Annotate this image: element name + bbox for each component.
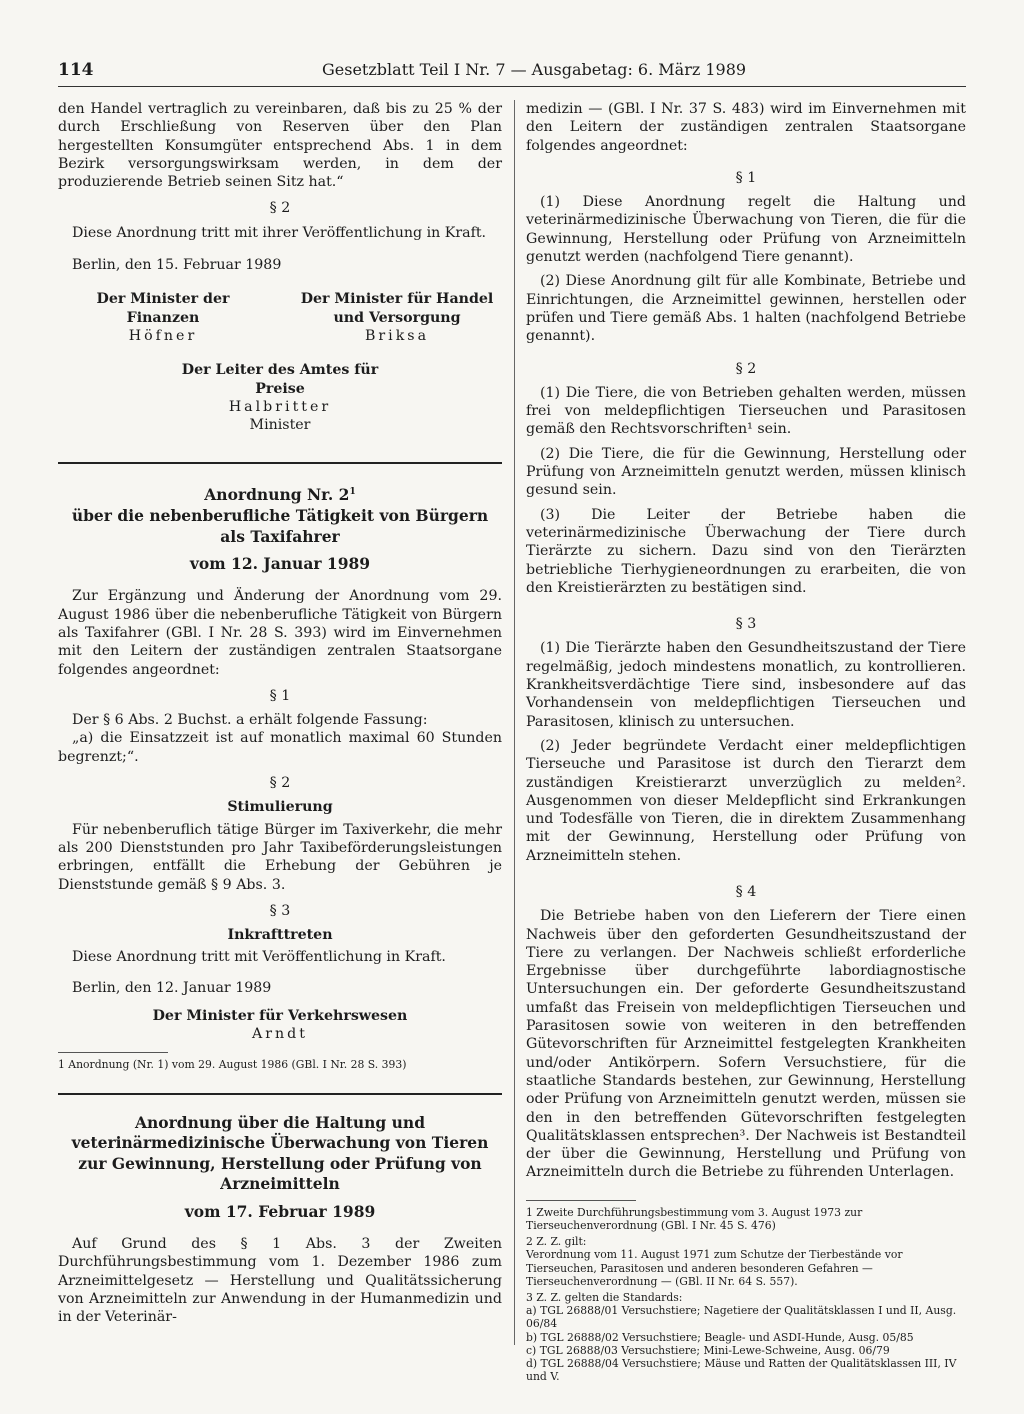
paragraph: Zur Ergänzung und Änderung der Anordnung vom 29. August 1986 über die nebenberufliche Tätigkeit von Bürgern als Taxifahrer (GBl. I Nr. 28 S. 393) wird im Einvernehmen mit den Leitern der zuständigen zentralen Staatsorgane folgendes angeordnet: bbox=[58, 588, 502, 678]
signer-name: Briksa bbox=[364, 327, 430, 344]
section-title: Inkrafttreten bbox=[227, 927, 333, 944]
paragraph: medizin — (GBl. I Nr. 37 S. 483) wird im Einvernehmen mit den Leitern der zuständigen zentralen Staatsorgane folgendes angeordnet: bbox=[526, 101, 966, 154]
signature-row bbox=[58, 290, 502, 345]
place-date: Berlin, den 15. Februar 1989 bbox=[72, 257, 282, 274]
ordinance-date: vom 17. Februar 1989 bbox=[184, 1201, 376, 1221]
paragraph: den Handel vertraglich zu vereinbaren, daß bis zu 25 % der durch Erschließung von Reserven über den Plan hergestellten Konsumgüter entsprechend Abs. 1 in dem Bezirk versorgungswirksam werden, in dem der produzierende Betrieb seinen Sitz hat.“ bbox=[58, 101, 502, 191]
paragraph: (1) Diese Anordnung regelt die Haltung und veterinärmedizinische Überwachung von Tieren, die für die Gewinnung, Herstellung oder Prüfung von Arzneimitteln genutzt werden (nachfolgend Tiere genannt). bbox=[526, 194, 966, 266]
paragraph: Diese Anordnung tritt mit ihrer Veröffentlichung in Kraft. bbox=[72, 224, 487, 241]
right-column bbox=[526, 100, 966, 1383]
ordinance-date: vom 12. Januar 1989 bbox=[189, 554, 371, 574]
footnote-item: c) TGL 26888/03 Versuchstiere; Mini-Lewe-Schweine, Ausg. 06/79 bbox=[526, 1343, 890, 1357]
signer-role: Der Leiter des Amtes für Preise bbox=[181, 362, 379, 397]
ordinance-title-text: Anordnung Nr. 2 bbox=[204, 485, 350, 505]
paragraph: Diese Anordnung tritt mit Veröffentlichung in Kraft. bbox=[72, 949, 446, 966]
footnote-ref: 1 bbox=[349, 487, 356, 498]
paragraph: Die Betriebe haben von den Lieferern der Tiere einen Nachweis über den geforderten Gesundheitszustand der Tiere zu verlangen. Der Nachweis schließt erforderliche Ergebnisse über durchgeführte labordiagnostische Untersuchungen ein. Der geforderte Gesundheitszustand umfaßt das Freisein von meldepflichtigen Tierseuchen und Parasitosen sowie von weiteren in den betreffenden Gütevorschriften für Arzneimittel festgelegten Krankheiten und/oder Antikörpern. Sofern Versuchstiere, für die staatliche Standards bestehen, zur Gewinnung, Herstellung oder Prüfung von Arzneimitteln genutzt werden, müssen sie den in den betreffenden Gütevorschriften festgelegten Qualitätsklassen entsprechen³. Der Nachweis ist Bestandteil der über die Gewinnung, Herstellung und Prüfung von Arzneimitteln durch die Betriebe zu führenden Unterlagen. bbox=[526, 908, 966, 1181]
signer-title: Minister bbox=[249, 417, 311, 434]
paragraph: (1) Die Tiere, die von Betrieben gehalten werden, müssen frei von meldepflichtigen Tierseuchen und Parasitosen gemäß den Rechtsvorschriften¹ sein. bbox=[526, 384, 966, 438]
footnote: 3 Z. Z. gelten die Standards: bbox=[526, 1290, 683, 1304]
ordinance-title bbox=[58, 482, 502, 547]
paragraph: (2) Jeder begründete Verdacht einer meldepflichtigen Tierseuche und Parasitose ist durch den Tierarzt dem zuständigen Kreistierarzt unverzüglich zu melden². Ausgenommen von dieser Meldepflicht sind Erkrankungen und Todesfälle von Tieren, die in direktem Zusammenhang mit der Gewinnung, Herstellung oder Prüfung von Arzneimitteln stehen. bbox=[526, 737, 966, 864]
footnote: 1 Anordnung (Nr. 1) vom 29. August 1986 (GBl. I Nr. 28 S. 393) bbox=[58, 1057, 407, 1071]
paragraph: (3) Die Leiter der Betriebe haben die veterinärmedizinische Überwachung der Tiere durch Tierärzte zu sichern. Dazu sind von den Tierärzten betriebliche Tierhygieneordnungen zu erarbeiten, die von den Kreistierärzten zu bestätigen sind. bbox=[526, 506, 966, 596]
footnote: 1 Zweite Durchführungsbestimmung vom 3. August 1973 zur Tierseuchenverordnung (GBl. I Nr. 45 S. 476) bbox=[526, 1205, 863, 1232]
gazette-title: Gesetzblatt Teil I Nr. 7 — Ausgabetag: 6. März 1989 bbox=[322, 60, 747, 79]
paragraph: Der § 6 Abs. 2 Buchst. a erhält folgende Fassung: bbox=[72, 712, 428, 729]
signature-block bbox=[130, 1007, 430, 1044]
section-heading: § 1 bbox=[735, 169, 757, 186]
signature-block bbox=[58, 290, 268, 345]
section-rule bbox=[58, 462, 502, 464]
signer-role: Der Minister für Handel und Versorgung bbox=[300, 291, 494, 326]
footnote-item: d) TGL 26888/04 Versuchstiere; Mäuse und Ratten der Qualitätsklassen III, IV und V. bbox=[526, 1356, 957, 1384]
signer-role: Der Minister für Verkehrswesen bbox=[152, 1008, 408, 1025]
paragraph: Auf Grund des § 1 Abs. 3 der Zweiten Durchführungsbestimmung vom 1. Dezember 1986 zum Arzneimittelgesetz — Herstellung und Qualitätssicherung von Arzneimitteln zur Anwendung in der Humanmedizin und in der Veterinär- bbox=[58, 1236, 502, 1326]
signer-name: Arndt bbox=[252, 1026, 308, 1043]
footnote: Verordnung vom 11. August 1971 zum Schutze der Tierbestände vor Tierseuchen, Parasitosen und anderen besonderen Gefahren — Tierseuchenverordnung — (GBl. II Nr. 64 S. 557). bbox=[526, 1248, 903, 1288]
left-column bbox=[58, 100, 502, 1327]
paragraph: (2) Diese Anordnung gilt für alle Kombinate, Betriebe und Einrichtungen, die Arzneimittel gewinnen, herstellen oder prüfen und Tiere gemäß Abs. 1 halten (nachfolgend Betriebe genannt). bbox=[526, 273, 966, 345]
section-rule bbox=[58, 1093, 502, 1095]
page-number: 114 bbox=[58, 60, 94, 80]
footnote-item: a) TGL 26888/01 Versuchstiere; Nagetiere der Qualitätsklassen I und II, Ausg. 06/84 bbox=[526, 1304, 957, 1331]
signature-block bbox=[292, 290, 502, 345]
footnote: 2 Z. Z. gilt: bbox=[526, 1235, 587, 1249]
section-heading: § 3 bbox=[269, 902, 291, 919]
ordinance-title-text: über die nebenberufliche Tätigkeit von Bürgern als Taxifahrer bbox=[71, 506, 489, 546]
section-title: Stimulierung bbox=[227, 799, 333, 816]
section-heading: § 1 bbox=[269, 687, 291, 704]
paragraph: „a) die Einsatzzeit ist auf monatlich maximal 60 Stunden begrenzt;“. bbox=[58, 730, 502, 765]
section-heading: § 2 bbox=[269, 200, 291, 217]
section-heading: § 2 bbox=[735, 360, 757, 377]
paragraph: (1) Die Tierärzte haben den Gesundheitszustand der Tiere regelmäßig, jedoch mindestens monatlich, zu kontrollieren. Krankheitsverdächtige Tiere sind, insbesondere auf das Vorhandensein von meldepflichtigen Tierseuchen und Parasitosen, klinisch zu untersuchen. bbox=[526, 640, 966, 730]
column-divider bbox=[514, 100, 515, 1345]
paragraph: (2) Die Tiere, die für die Gewinnung, Herstellung oder Prüfung von Arzneimitteln genutzt werden, müssen klinisch gesund sein. bbox=[526, 445, 966, 499]
signer-name: Höfner bbox=[128, 327, 198, 344]
paragraph: Für nebenberuflich tätige Bürger im Taxiverkehr, die mehr als 200 Dienststunden pro Jahr Taxibeförderungsleistungen erbringen, entfällt die Erhebung der Gebühren je Dienststunde gemäß § 9 Abs. 3. bbox=[58, 821, 502, 893]
section-heading: § 3 bbox=[735, 616, 757, 633]
signature-block bbox=[160, 361, 400, 434]
footnote-rule bbox=[58, 1052, 168, 1053]
footnote-item: b) TGL 26888/02 Versuchstiere; Beagle- und ASDI-Hunde, Ausg. 05/85 bbox=[526, 1330, 914, 1344]
section-heading: § 4 bbox=[735, 883, 757, 900]
page-header bbox=[58, 58, 966, 87]
place-date: Berlin, den 12. Januar 1989 bbox=[72, 979, 272, 996]
ordinance-title: Anordnung über die Haltung und veterinärmedizinische Überwachung von Tieren zur Gewinnung, Herstellung oder Prüfung von Arzneimitteln bbox=[71, 1112, 489, 1194]
signer-role: Der Minister der Finanzen bbox=[96, 291, 230, 326]
section-heading: § 2 bbox=[269, 775, 291, 792]
footnote-rule bbox=[526, 1200, 636, 1201]
signer-name: Halbritter bbox=[228, 398, 332, 415]
